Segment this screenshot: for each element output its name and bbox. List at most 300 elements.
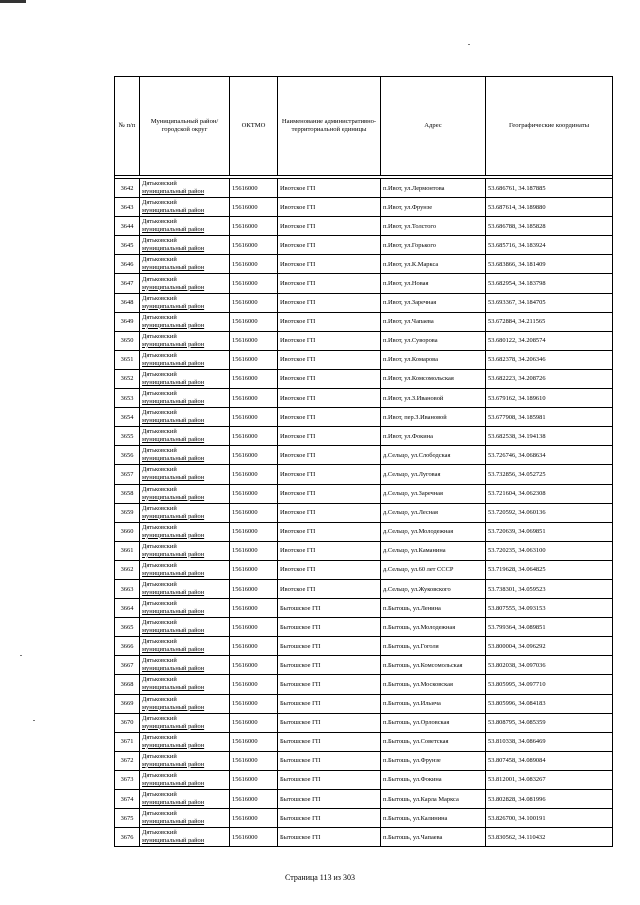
municipality-line-2: муниципальный район [142,531,205,539]
cell-municipality [140,770,230,789]
municipality-line-2: муниципальный район [142,226,205,234]
cell-number: 3660 [115,522,140,541]
cell-address: п.Бытошь, ул.Карла Маркса [381,790,486,809]
cell-number: 3643 [115,198,140,217]
cell-address: п.Ивот, ул.Горького [381,236,486,255]
cell-coordinates: 53.682223, 34.208726 [486,369,613,388]
cell-address: д.Сельцо, ул.Молодежная [381,522,486,541]
cell-coordinates: 53.679162, 34.189610 [486,389,613,408]
cell-oktmo: 15616000 [230,274,278,293]
cell-admin-unit: Ивотское ГП [278,179,381,198]
cell-address: п.Ивот, ул.Заречная [381,293,486,312]
cell-municipality [140,751,230,770]
municipality-line-2: муниципальный район [142,302,205,310]
cell-coordinates: 53.802828, 34.081996 [486,790,613,809]
table-row [115,350,613,369]
table-row [115,236,613,255]
municipality-line-2: муниципальный район [142,569,205,577]
cell-admin-unit: Ивотское ГП [278,522,381,541]
municipality-line-1: Дятьковский [142,199,177,207]
cell-oktmo: 15616000 [230,236,278,255]
header-municipality: Муниципальный район/городской округ [140,77,230,176]
cell-oktmo: 15616000 [230,656,278,675]
cell-number: 3657 [115,465,140,484]
cell-municipality [140,293,230,312]
cell-coordinates: 53.726746, 34.068634 [486,446,613,465]
cell-number: 3646 [115,255,140,274]
table-row [115,217,613,236]
table-row [115,446,613,465]
table-row [115,179,613,198]
cell-coordinates: 53.682954, 34.183798 [486,274,613,293]
cell-municipality [140,198,230,217]
cell-number: 3663 [115,579,140,598]
cell-coordinates: 53.680122, 34.208574 [486,331,613,350]
table-body [115,179,613,847]
cell-address: п.Бытошь, ул.Ленина [381,599,486,618]
cell-coordinates: 53.810338, 34.086469 [486,732,613,751]
table-row [115,732,613,751]
table-row [115,675,613,694]
municipality-line-2: муниципальный район [142,283,205,291]
municipality-line-2: муниципальный район [142,665,205,673]
cell-municipality [140,637,230,656]
municipality-line-2: муниципальный район [142,799,205,807]
municipality-line-2: муниципальный район [142,493,205,501]
cell-address: д.Сельцо, ул.Жуковского [381,579,486,598]
cell-number: 3669 [115,694,140,713]
municipality-line-2: муниципальный район [142,722,205,730]
cell-oktmo: 15616000 [230,255,278,274]
municipality-line-2: муниципальный район [142,340,205,348]
cell-address: п.Ивот, ул.Комсомольская [381,369,486,388]
cell-number: 3650 [115,331,140,350]
table-row [115,427,613,446]
municipality-line-1: Дятьковский [142,218,177,226]
cell-admin-unit: Бытошское ГП [278,790,381,809]
municipality-line-1: Дятьковский [142,600,177,608]
cell-admin-unit: Ивотское ГП [278,427,381,446]
cell-admin-unit: Ивотское ГП [278,389,381,408]
cell-admin-unit: Ивотское ГП [278,541,381,560]
cell-coordinates: 53.720235, 34.063100 [486,541,613,560]
municipality-line-2: муниципальный район [142,398,205,406]
cell-address: п.Ивот, ул.Лермонтова [381,179,486,198]
cell-address: п.Ивот, ул.Фрунзе [381,198,486,217]
cell-address: п.Ивот, ул.Чапаева [381,312,486,331]
municipality-line-1: Дятьковский [142,542,177,550]
cell-oktmo: 15616000 [230,732,278,751]
cell-coordinates: 53.807555, 34.093153 [486,599,613,618]
table-row [115,312,613,331]
cell-oktmo: 15616000 [230,331,278,350]
scan-speck [468,44,470,45]
cell-number: 3672 [115,751,140,770]
cell-coordinates: 53.687614, 34.189880 [486,198,613,217]
cell-municipality [140,255,230,274]
cell-admin-unit: Ивотское ГП [278,198,381,217]
cell-municipality [140,427,230,446]
cell-coordinates: 53.720639, 34.069851 [486,522,613,541]
cell-oktmo: 15616000 [230,809,278,828]
cell-coordinates: 53.826700, 34.100191 [486,809,613,828]
cell-number: 3655 [115,427,140,446]
municipality-line-1: Дятьковский [142,771,177,779]
municipality-line-1: Дятьковский [142,810,177,818]
municipality-line-2: муниципальный район [142,207,205,215]
table-row [115,293,613,312]
cell-number: 3644 [115,217,140,236]
cell-oktmo: 15616000 [230,484,278,503]
cell-municipality [140,656,230,675]
cell-coordinates: 53.683866, 34.181409 [486,255,613,274]
municipality-line-2: муниципальный район [142,837,205,845]
table-row [115,408,613,427]
table-row [115,369,613,388]
cell-number: 3662 [115,560,140,579]
cell-oktmo: 15616000 [230,541,278,560]
cell-municipality [140,503,230,522]
cell-number: 3647 [115,274,140,293]
cell-coordinates: 53.807458, 34.089084 [486,751,613,770]
cell-oktmo: 15616000 [230,618,278,637]
table-row [115,790,613,809]
cell-oktmo: 15616000 [230,446,278,465]
cell-admin-unit: Ивотское ГП [278,446,381,465]
cell-municipality [140,465,230,484]
cell-number: 3665 [115,618,140,637]
cell-oktmo: 15616000 [230,694,278,713]
cell-municipality [140,312,230,331]
cell-coordinates: 53.805996, 34.084183 [486,694,613,713]
municipality-line-2: муниципальный район [142,188,205,196]
municipality-line-1: Дятьковский [142,447,177,455]
cell-municipality [140,484,230,503]
municipality-line-1: Дятьковский [142,714,177,722]
cell-coordinates: 53.812001, 34.083267 [486,770,613,789]
cell-oktmo: 15616000 [230,389,278,408]
cell-oktmo: 15616000 [230,427,278,446]
cell-oktmo: 15616000 [230,579,278,598]
cell-number: 3667 [115,656,140,675]
cell-address: п.Бытошь, ул.Московская [381,675,486,694]
scan-speck [20,655,22,656]
municipality-line-1: Дятьковский [142,752,177,760]
municipality-line-1: Дятьковский [142,409,177,417]
cell-coordinates: 53.677908, 34.185981 [486,408,613,427]
municipality-line-1: Дятьковский [142,504,177,512]
cell-number: 3675 [115,809,140,828]
municipality-line-1: Дятьковский [142,791,177,799]
table-row [115,770,613,789]
cell-municipality [140,408,230,427]
cell-oktmo: 15616000 [230,770,278,789]
cell-oktmo: 15616000 [230,198,278,217]
cell-address: п.Бытошь, ул.Гоголя [381,637,486,656]
cell-number: 3656 [115,446,140,465]
header-admin-unit: Наименование административно-территориальной единицы [278,77,381,176]
cell-admin-unit: Бытошское ГП [278,637,381,656]
municipality-line-2: муниципальный район [142,818,205,826]
cell-admin-unit: Бытошское ГП [278,599,381,618]
cell-municipality [140,694,230,713]
cell-number: 3666 [115,637,140,656]
municipality-line-1: Дятьковский [142,466,177,474]
cell-address: п.Бытошь, ул.Чапаева [381,828,486,847]
municipality-line-2: муниципальный район [142,245,205,253]
table-row [115,331,613,350]
cell-admin-unit: Бытошское ГП [278,675,381,694]
cell-address: п.Бытошь, ул.Комсомольская [381,656,486,675]
cell-coordinates: 53.802038, 34.097036 [486,656,613,675]
cell-admin-unit: Бытошское ГП [278,809,381,828]
cell-municipality [140,809,230,828]
cell-coordinates: 53.732856, 34.052725 [486,465,613,484]
municipality-line-2: муниципальный район [142,455,205,463]
municipality-line-1: Дятьковский [142,523,177,531]
cell-oktmo: 15616000 [230,179,278,198]
municipality-line-1: Дятьковский [142,180,177,188]
cell-municipality [140,369,230,388]
cell-number: 3661 [115,541,140,560]
cell-municipality [140,274,230,293]
cell-address: п.Бытошь, ул.Молодежная [381,618,486,637]
table-row [115,522,613,541]
cell-municipality [140,389,230,408]
municipality-line-1: Дятьковский [142,332,177,340]
cell-address: д.Сельцо, ул.60 лет СССР [381,560,486,579]
cell-coordinates: 53.682378, 34.206346 [486,350,613,369]
cell-municipality [140,828,230,847]
municipality-line-2: муниципальный район [142,627,205,635]
cell-address: п.Бытошь, ул.Орловская [381,713,486,732]
table-row [115,274,613,293]
cell-admin-unit: Бытошское ГП [278,618,381,637]
cell-oktmo: 15616000 [230,312,278,331]
cell-admin-unit: Ивотское ГП [278,503,381,522]
cell-number: 3674 [115,790,140,809]
cell-municipality [140,560,230,579]
cell-number: 3664 [115,599,140,618]
cell-oktmo: 15616000 [230,369,278,388]
cell-admin-unit: Ивотское ГП [278,331,381,350]
cell-admin-unit: Бытошское ГП [278,828,381,847]
municipality-line-2: муниципальный район [142,703,205,711]
cell-oktmo: 15616000 [230,293,278,312]
cell-number: 3676 [115,828,140,847]
table-row [115,198,613,217]
cell-oktmo: 15616000 [230,599,278,618]
cell-number: 3652 [115,369,140,388]
cell-number: 3654 [115,408,140,427]
cell-coordinates: 53.738301, 34.059523 [486,579,613,598]
cell-number: 3671 [115,732,140,751]
municipality-line-2: муниципальный район [142,550,205,558]
table-row [115,713,613,732]
page-number: Страница 113 из 303 [285,873,355,882]
cell-admin-unit: Ивотское ГП [278,274,381,293]
cell-admin-unit: Ивотское ГП [278,255,381,274]
municipality-line-2: муниципальный район [142,646,205,654]
cell-number: 3642 [115,179,140,198]
cell-oktmo: 15616000 [230,522,278,541]
municipality-line-1: Дятьковский [142,829,177,837]
cell-address: п.Бытошь, ул.Фрунзе [381,751,486,770]
cell-admin-unit: Бытошское ГП [278,694,381,713]
cell-address: д.Сельцо, ул.Слободская [381,446,486,465]
table-row [115,751,613,770]
municipality-line-2: муниципальный район [142,436,205,444]
municipality-line-1: Дятьковский [142,581,177,589]
municipality-line-2: муниципальный район [142,512,205,520]
table-row [115,809,613,828]
cell-address: п.Бытошь, ул.Ильича [381,694,486,713]
municipality-line-1: Дятьковский [142,313,177,321]
municipality-line-1: Дятьковский [142,638,177,646]
cell-oktmo: 15616000 [230,675,278,694]
municipality-line-1: Дятьковский [142,733,177,741]
cell-number: 3659 [115,503,140,522]
cell-admin-unit: Бытошское ГП [278,770,381,789]
cell-number: 3645 [115,236,140,255]
cell-admin-unit: Ивотское ГП [278,369,381,388]
cell-admin-unit: Ивотское ГП [278,560,381,579]
cell-municipality [140,236,230,255]
cell-admin-unit: Ивотское ГП [278,312,381,331]
cell-address: п.Ивот, ул.Комарова [381,350,486,369]
municipality-line-2: муниципальный район [142,741,205,749]
table-row [115,637,613,656]
cell-coordinates: 53.720592, 34.060136 [486,503,613,522]
scan-speck [33,720,35,721]
cell-coordinates: 53.830562, 34.110432 [486,828,613,847]
cell-oktmo: 15616000 [230,713,278,732]
municipality-line-2: муниципальный район [142,321,205,329]
cell-coordinates: 53.721604, 34.062308 [486,484,613,503]
table-row [115,618,613,637]
cell-number: 3651 [115,350,140,369]
cell-municipality [140,579,230,598]
cell-admin-unit: Ивотское ГП [278,408,381,427]
cell-coordinates: 53.805995, 34.097710 [486,675,613,694]
table-row [115,503,613,522]
cell-coordinates: 53.685716, 34.183924 [486,236,613,255]
municipality-line-2: муниципальный район [142,760,205,768]
cell-oktmo: 15616000 [230,751,278,770]
cell-municipality [140,446,230,465]
municipality-line-1: Дятьковский [142,619,177,627]
cell-municipality [140,522,230,541]
cell-oktmo: 15616000 [230,217,278,236]
municipality-line-2: муниципальный район [142,608,205,616]
cell-address: п.Ивот, пер.З.Ивановой [381,408,486,427]
cell-municipality [140,732,230,751]
municipality-line-1: Дятьковский [142,676,177,684]
municipality-line-2: муниципальный район [142,359,205,367]
municipality-line-2: муниципальный район [142,474,205,482]
cell-admin-unit: Ивотское ГП [278,217,381,236]
header-oktmo: ОКТМО [230,77,278,176]
municipality-line-1: Дятьковский [142,428,177,436]
cell-address: п.Ивот, ул.Фокина [381,427,486,446]
municipality-line-2: муниципальный район [142,779,205,787]
table-row [115,599,613,618]
header-coordinates: Географические координаты [486,77,613,176]
table-row [115,560,613,579]
municipality-line-1: Дятьковский [142,561,177,569]
municipality-line-1: Дятьковский [142,657,177,665]
cell-number: 3648 [115,293,140,312]
cell-address: п.Ивот, ул.К.Маркса [381,255,486,274]
cell-address: п.Ивот, ул.Новая [381,274,486,293]
scan-edge-mark [0,0,26,3]
cell-coordinates: 53.799364, 34.089851 [486,618,613,637]
cell-municipality [140,217,230,236]
table-header [115,77,613,179]
cell-number: 3653 [115,389,140,408]
cell-municipality [140,713,230,732]
cell-number: 3668 [115,675,140,694]
cell-oktmo: 15616000 [230,637,278,656]
municipality-line-2: муниципальный район [142,589,205,597]
table-row [115,828,613,847]
cell-admin-unit: Бытошское ГП [278,656,381,675]
cell-municipality [140,790,230,809]
table-row [115,484,613,503]
cell-coordinates: 53.693367, 34.184705 [486,293,613,312]
table-row [115,465,613,484]
cell-address: д.Сельцо, ул.Лесная [381,503,486,522]
cell-admin-unit: Ивотское ГП [278,293,381,312]
municipality-line-2: муниципальный район [142,378,205,386]
municipality-line-2: муниципальный район [142,264,205,272]
cell-coordinates: 53.686788, 34.185828 [486,217,613,236]
municipality-line-1: Дятьковский [142,485,177,493]
header-address: Адрес [381,77,486,176]
cell-admin-unit: Бытошское ГП [278,732,381,751]
cell-oktmo: 15616000 [230,350,278,369]
cell-municipality [140,350,230,369]
cell-coordinates: 53.686761, 34.187885 [486,179,613,198]
municipality-line-1: Дятьковский [142,256,177,264]
municipality-line-1: Дятьковский [142,275,177,283]
cell-coordinates: 53.800004, 34.096292 [486,637,613,656]
cell-coordinates: 53.672884, 34.211565 [486,312,613,331]
municipality-line-1: Дятьковский [142,390,177,398]
cell-address: п.Бытошь, ул.Советская [381,732,486,751]
cell-oktmo: 15616000 [230,465,278,484]
cell-municipality [140,541,230,560]
cell-admin-unit: Ивотское ГП [278,465,381,484]
cell-address: п.Ивот, ул.Толстого [381,217,486,236]
cell-admin-unit: Ивотское ГП [278,484,381,503]
cell-admin-unit: Ивотское ГП [278,579,381,598]
table-row [115,389,613,408]
cell-address: д.Сельцо, ул.Луговая [381,465,486,484]
cell-oktmo: 15616000 [230,828,278,847]
municipality-line-2: муниципальный район [142,417,205,425]
cell-address: д.Сельцо, ул.Заречная [381,484,486,503]
registry-table [114,76,613,847]
table-row [115,579,613,598]
cell-admin-unit: Бытошское ГП [278,713,381,732]
cell-oktmo: 15616000 [230,408,278,427]
cell-coordinates: 53.719628, 34.064825 [486,560,613,579]
cell-number: 3670 [115,713,140,732]
municipality-line-1: Дятьковский [142,695,177,703]
table-row [115,694,613,713]
cell-municipality [140,331,230,350]
